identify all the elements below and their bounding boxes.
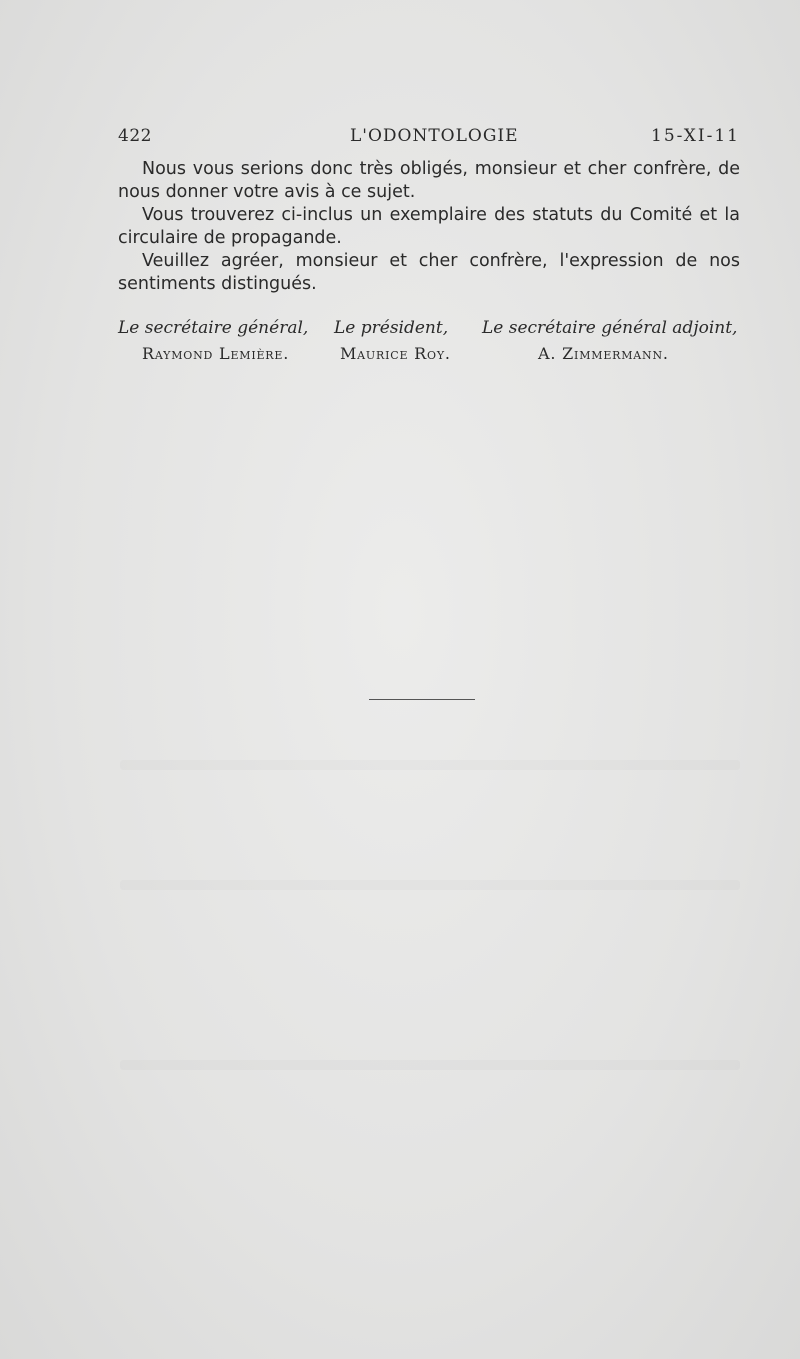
signature-title: Le secrétaire général, <box>118 318 309 338</box>
signature-block <box>118 318 740 368</box>
show-through-text <box>120 760 740 770</box>
journal-title: L'ODONTOLOGIE <box>350 126 519 146</box>
paragraph: Veuillez agréer, monsieur et cher confrère, l'expression de nos sentiments distingués. <box>118 251 740 294</box>
signature-name: Maurice Roy. <box>340 344 451 363</box>
page-number: 422 <box>118 126 152 146</box>
section-divider <box>369 699 475 700</box>
signature-titles <box>118 318 740 342</box>
signature-names <box>118 344 740 368</box>
show-through-text <box>120 880 740 890</box>
paragraph: Vous trouverez ci-inclus un exemplaire des statuts du Comité et la circulaire de propagande. <box>118 205 740 248</box>
running-header <box>118 126 740 150</box>
show-through-text <box>120 1060 740 1070</box>
signature-title: Le secrétaire général adjoint, <box>482 318 738 338</box>
signature-title: Le président, <box>334 318 449 338</box>
issue-date: 15-XI-11 <box>651 126 740 146</box>
signature-name: Raymond Lemière. <box>142 344 290 363</box>
letter-body <box>118 158 740 295</box>
paragraph: Nous vous serions donc très obligés, monsieur et cher confrère, de nous donner votre avis à ce sujet. <box>118 159 740 202</box>
signature-name: A. Zimmermann. <box>538 344 669 363</box>
